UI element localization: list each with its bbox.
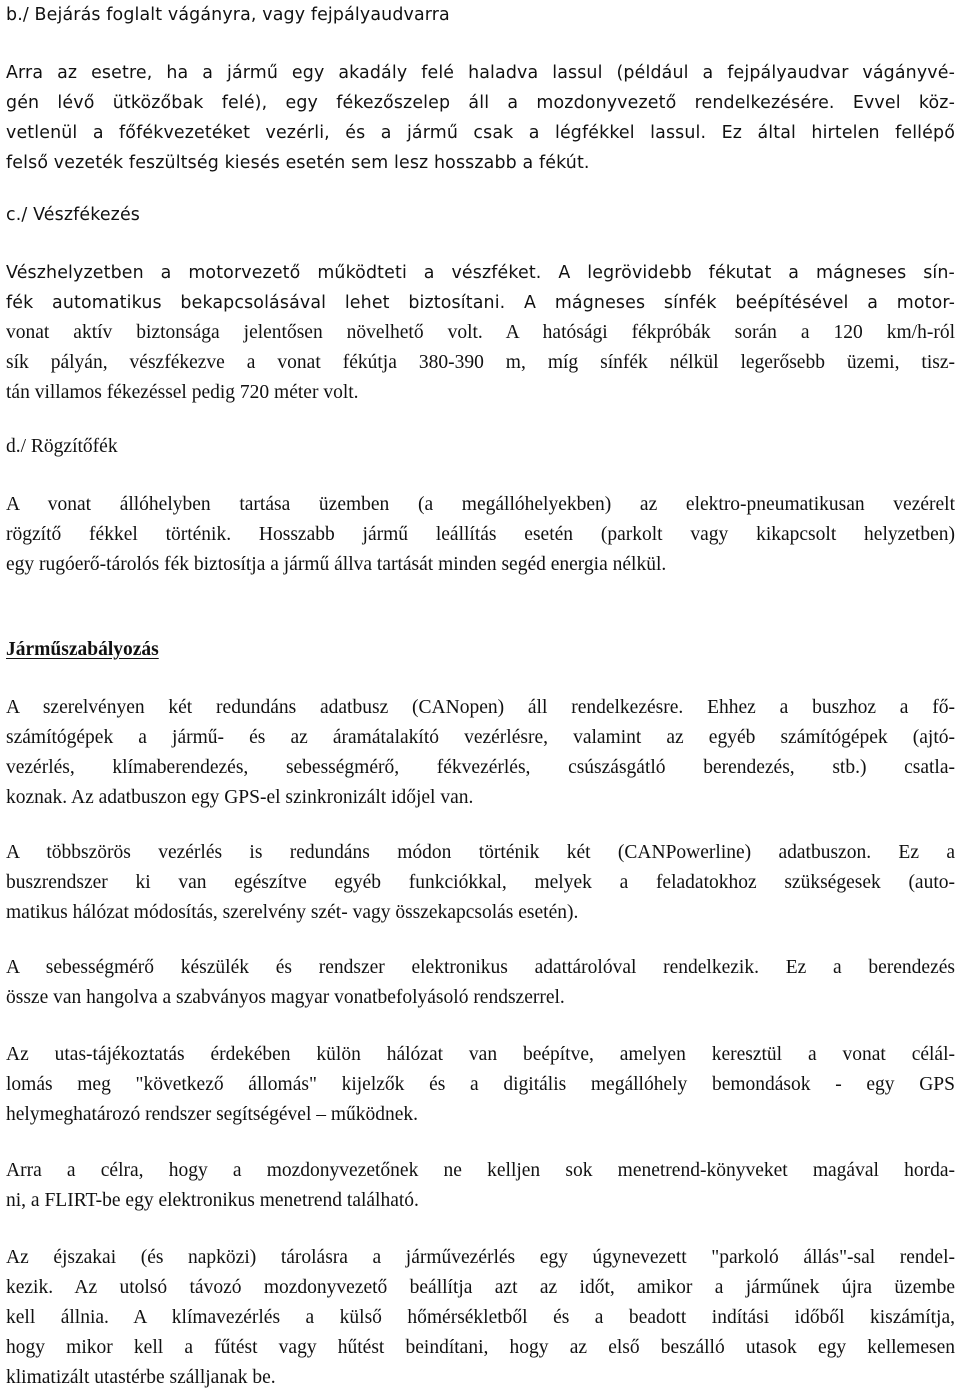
section-jarmuszabalyozas <box>6 635 955 665</box>
paragraph-line: számítógépek a jármű- és az áramátalakító vezérlésre, valamint az egyéb számítógépek (ajtó- <box>6 727 955 748</box>
jarmu-paragraph-1 <box>6 693 955 813</box>
paragraph-line: össze van hangolva a szabványos magyar vonatbefolyásoló rendszerrel. <box>6 987 565 1008</box>
section-c <box>6 200 955 230</box>
jarmu-paragraph-5 <box>6 1156 955 1216</box>
paragraph-line: tán villamos fékezéssel pedig 720 méter volt. <box>6 382 359 403</box>
section-c-paragraph <box>6 258 955 318</box>
paragraph-line: A szerelvényen két redundáns adatbusz (CANopen) áll rendelkezésre. Ehhez a buszhoz a fő- <box>6 697 955 718</box>
paragraph-line: Vészhelyzetben a motorvezető működteti a vészféket. A legrövidebb fékutat a mágneses sín- <box>6 263 955 283</box>
section-d <box>6 432 955 462</box>
section-b <box>6 0 955 30</box>
paragraph-line: A vonat állóhelyben tartása üzemben (a megállóhelyekben) az elektro-pneumatikusan vezérelt <box>6 494 955 515</box>
paragraph-line: vetlenül a főfékvezetéket vezérli, és a jármű csak a légfékkel lassul. Ez által hirtelen fellépő <box>6 123 955 143</box>
paragraph-line: egy rugóerő-tárolós fék biztosítja a jármű állva tartását minden segéd energia nélkül. <box>6 554 667 575</box>
paragraph-line: klimatizált utastérbe szálljanak be. <box>6 1367 276 1388</box>
section-d-paragraph <box>6 490 955 580</box>
paragraph-line: fék automatikus bekapcsolásával lehet biztosítani. A mágneses sínfék beépítésével a motor- <box>6 293 955 313</box>
section-c-paragraph-cont <box>6 318 955 408</box>
section-b-paragraph <box>6 58 955 178</box>
paragraph-line: A többszörös vezérlés is redundáns módon történik két (CANPowerline) adatbuszon. Ez a <box>6 842 955 863</box>
paragraph-line: koznak. Az adatbuszon egy GPS-el szinkronizált időjel van. <box>6 787 474 808</box>
section-heading: b./ Bejárás foglalt vágányra, vagy fejpályaudvarra <box>6 5 450 25</box>
jarmu-paragraph-6 <box>6 1243 955 1393</box>
paragraph-line: Arra az esetre, ha a jármű egy akadály felé haladva lassul (például a fejpályaudvar vágányvé- <box>6 63 955 83</box>
jarmu-paragraph-3 <box>6 953 955 1013</box>
section-heading: Járműszabályozás <box>6 639 159 660</box>
paragraph-line: vezérlés, klímaberendezés, sebességmérő, fékvezérlés, csúszásgátló berendezés, stb.) csatla- <box>6 757 955 778</box>
paragraph-line: ni, a FLIRT-be egy elektronikus menetrend található. <box>6 1190 419 1211</box>
jarmu-paragraph-2 <box>6 838 955 928</box>
paragraph-line: gén lévő ütközőbak felé), egy fékezőszelep áll a mozdonyvezető rendelkezésére. Evvel köz- <box>6 93 955 113</box>
paragraph-line: Az utas-tájékoztatás érdekében külön hálózat van beépítve, amelyen keresztül a vonat célál- <box>6 1044 955 1065</box>
paragraph-line: rögzítő fékkel történik. Hosszabb jármű leállítás esetén (parkolt vagy kikapcsolt helyzetben) <box>6 524 955 545</box>
paragraph-line: A sebességmérő készülék és rendszer elektronikus adattárolóval rendelkezik. Ez a berendezés <box>6 957 955 978</box>
paragraph-line: felső vezeték feszültség kiesés esetén sem lesz hosszabb a fékút. <box>6 153 590 173</box>
paragraph-line: buszrendszer ki van egészítve egyéb funkciókkal, melyek a feladatokhoz szükségesek (auto- <box>6 872 955 893</box>
paragraph-line: vonat aktív biztonsága jelentősen növelhető volt. A hatósági fékpróbák során a 120 km/h-ról <box>6 322 955 343</box>
paragraph-line: sík pályán, vészfékezve a vonat fékútja 380-390 m, míg sínfék nélkül legerősebb üzemi, tisz- <box>6 352 955 373</box>
section-heading: c./ Vészfékezés <box>6 205 141 225</box>
paragraph-line: helymeghatározó rendszer segítségével – működnek. <box>6 1104 419 1125</box>
paragraph-line: matikus hálózat módosítás, szerelvény szét- vagy összekapcsolás esetén). <box>6 902 579 923</box>
paragraph-line: hogy mikor kell a fűtést vagy hűtést beindítani, hogy az első beszálló utasok egy kellemesen <box>6 1337 955 1358</box>
jarmu-paragraph-4 <box>6 1040 955 1130</box>
paragraph-line: kezik. Az utolsó távozó mozdonyvezető beállítja azt az időt, amikor a járműnek újra üzembe <box>6 1277 955 1298</box>
paragraph-line: Az éjszakai (és napközi) tárolásra a járművezérlés egy úgynevezett "parkoló állás"-sal rendel- <box>6 1247 955 1268</box>
section-heading: d./ Rögzítőfék <box>6 436 118 457</box>
paragraph-line: kell állnia. A klímavezérlés a külső hőmérsékletből és a beadott indítási időből kiszámítja, <box>6 1307 955 1328</box>
paragraph-line: Arra a célra, hogy a mozdonyvezetőnek ne kelljen sok menetrend-könyveket magával hordа- <box>6 1160 955 1181</box>
paragraph-line: lomás meg "következő állomás" kijelzők és a digitális megállóhely bemondások - egy GPS <box>6 1074 955 1095</box>
